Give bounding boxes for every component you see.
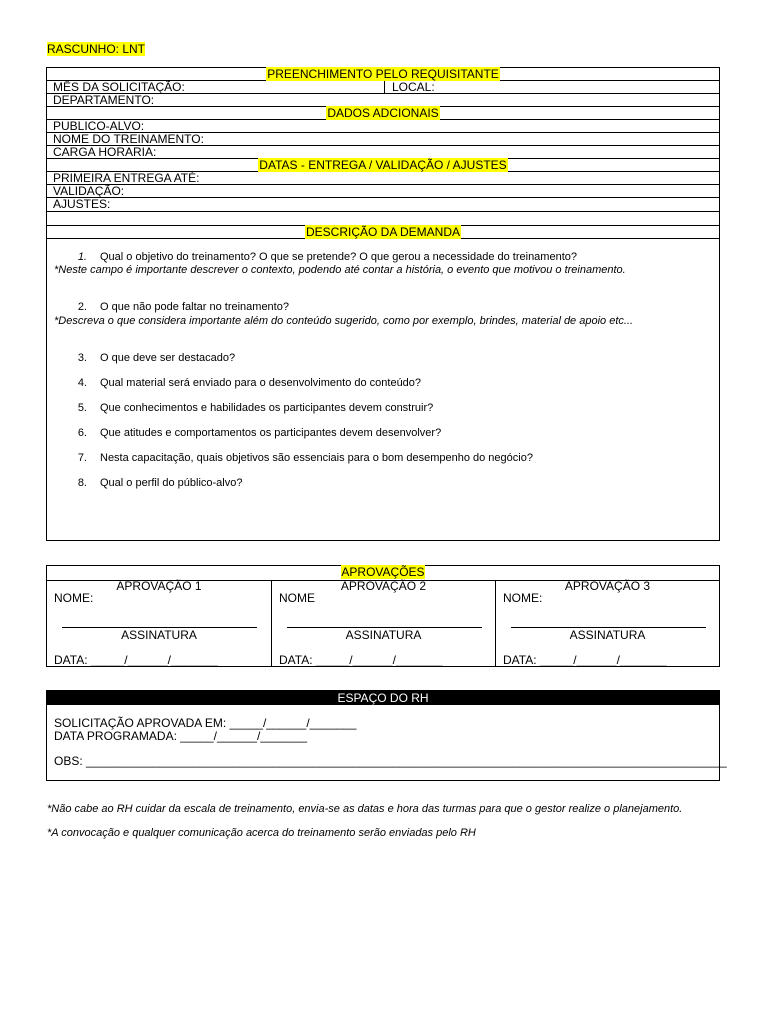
question-number: 7. bbox=[77, 452, 87, 464]
question-number: 6. bbox=[77, 427, 87, 439]
signature-label: ASSINATURA bbox=[121, 628, 197, 642]
rh-header: ESPAÇO DO RH bbox=[47, 691, 719, 705]
rh-aprovada-label: SOLICITAÇÃO APROVADA EM: _____/______/_______ bbox=[54, 716, 357, 730]
section-title: DATAS - ENTREGA / VALIDAÇÃO / AJUSTES bbox=[259, 158, 507, 172]
section-header-dados bbox=[47, 107, 719, 120]
section-title: PREENCHIMENTO PELO REQUISITANTE bbox=[267, 67, 499, 81]
carga-label: CARGA HORARIA: bbox=[53, 145, 157, 159]
question-text: Qual o perfil do público-alvo? bbox=[100, 477, 243, 489]
approval-title: APROVAÇÃO 1 bbox=[116, 579, 202, 593]
row-validacao[interactable] bbox=[47, 185, 719, 198]
footnote: *Não cabe ao RH cuidar da escala de treinamento, envia-se as datas e hora das turmas para que o gestor realize o planejamento. bbox=[47, 803, 683, 815]
section-title: DESCRIÇÃO DA DEMANDA bbox=[305, 225, 461, 239]
approval-title: APROVAÇÃO 3 bbox=[564, 579, 651, 593]
approval-name-label: NOME bbox=[279, 591, 315, 605]
row-primeira-entrega[interactable] bbox=[47, 172, 719, 185]
section-header-descricao bbox=[47, 226, 719, 239]
question-text: Qual material será enviado para o desenvolvimento do conteúdo? bbox=[100, 377, 422, 389]
mes-label: MÊS DA SOLICITAÇÃO: bbox=[53, 80, 185, 94]
signature-label: ASSINATURA bbox=[345, 628, 422, 642]
question-note: *Descreva o que considera importante além do conteúdo sugerido, como por exemplo, brindes, material de apoio etc... bbox=[54, 315, 634, 327]
descricao-area[interactable] bbox=[47, 239, 719, 540]
question-number: 5. bbox=[77, 402, 87, 414]
question-text: Qual o objetivo do treinamento? O que se pretende? O que gerou a necessidade do treinamento? bbox=[100, 251, 577, 263]
approvals-table bbox=[46, 565, 720, 667]
question-number: 1. bbox=[77, 251, 87, 263]
question-number: 2. bbox=[77, 301, 87, 313]
approval-column-3[interactable] bbox=[495, 580, 719, 666]
ajustes-label: AJUSTES: bbox=[53, 197, 111, 211]
question-text: Que atitudes e comportamentos os participantes devem desenvolver? bbox=[100, 427, 442, 439]
approval-column-1[interactable] bbox=[47, 580, 271, 666]
question-number: 4. bbox=[77, 377, 87, 389]
column-divider bbox=[384, 81, 385, 93]
approval-date-label: DATA: _____/______/_______ bbox=[54, 653, 218, 667]
approval-date-label: DATA: _____/______/_______ bbox=[279, 653, 443, 667]
validacao-label: VALIDAÇÃO: bbox=[53, 184, 125, 198]
signature-label: ASSINATURA bbox=[569, 628, 646, 642]
rh-obs-label: OBS: ________________________________________________________________________________________________ bbox=[54, 754, 727, 768]
section-title: DADOS ADCIONAIS bbox=[327, 106, 439, 120]
requisitante-form bbox=[46, 67, 720, 541]
question-text: O que deve ser destacado? bbox=[100, 352, 236, 364]
approval-name-label: NOME: bbox=[503, 591, 543, 605]
approval-title: APROVAÇÃO 2 bbox=[340, 579, 427, 593]
departamento-label: DEPARTAMENTO: bbox=[53, 93, 155, 107]
question-note: *Neste campo é importante descrever o contexto, podendo até contar a história, o evento que motivou o treinamento. bbox=[54, 264, 626, 276]
rh-programada-label: DATA PROGRAMADA: _____/______/_______ bbox=[54, 729, 308, 743]
question-text: O que não pode faltar no treinamento? bbox=[100, 301, 289, 313]
row-ajustes[interactable] bbox=[47, 198, 719, 212]
primeira-entrega-label: PRIMEIRA ENTREGA ATÉ: bbox=[53, 171, 200, 185]
local-label: LOCAL: bbox=[392, 80, 435, 94]
row-blank bbox=[47, 212, 719, 226]
footnote: *A convocação e qualquer comunicação acerca do treinamento serão enviadas pelo RH bbox=[47, 827, 476, 839]
approval-name-label: NOME: bbox=[54, 591, 94, 605]
question-text: Nesta capacitação, quais objetivos são essenciais para o bom desempenho do negócio? bbox=[100, 452, 533, 464]
approval-date-label: DATA: _____/______/_______ bbox=[503, 653, 667, 667]
question-text: Que conhecimentos e habilidades os participantes devem construir? bbox=[100, 402, 434, 414]
question-number: 8. bbox=[77, 477, 87, 489]
rh-space[interactable] bbox=[46, 690, 727, 781]
section-title: APROVAÇÕES bbox=[341, 565, 425, 579]
question-number: 3. bbox=[77, 352, 87, 364]
approval-column-2[interactable] bbox=[271, 580, 495, 666]
publico-label: PUBLICO-ALVO: bbox=[53, 119, 145, 133]
nome-treinamento-label: NOME DO TREINAMENTO: bbox=[53, 132, 204, 146]
draft-title: RASCUNHO: LNT bbox=[47, 42, 146, 56]
